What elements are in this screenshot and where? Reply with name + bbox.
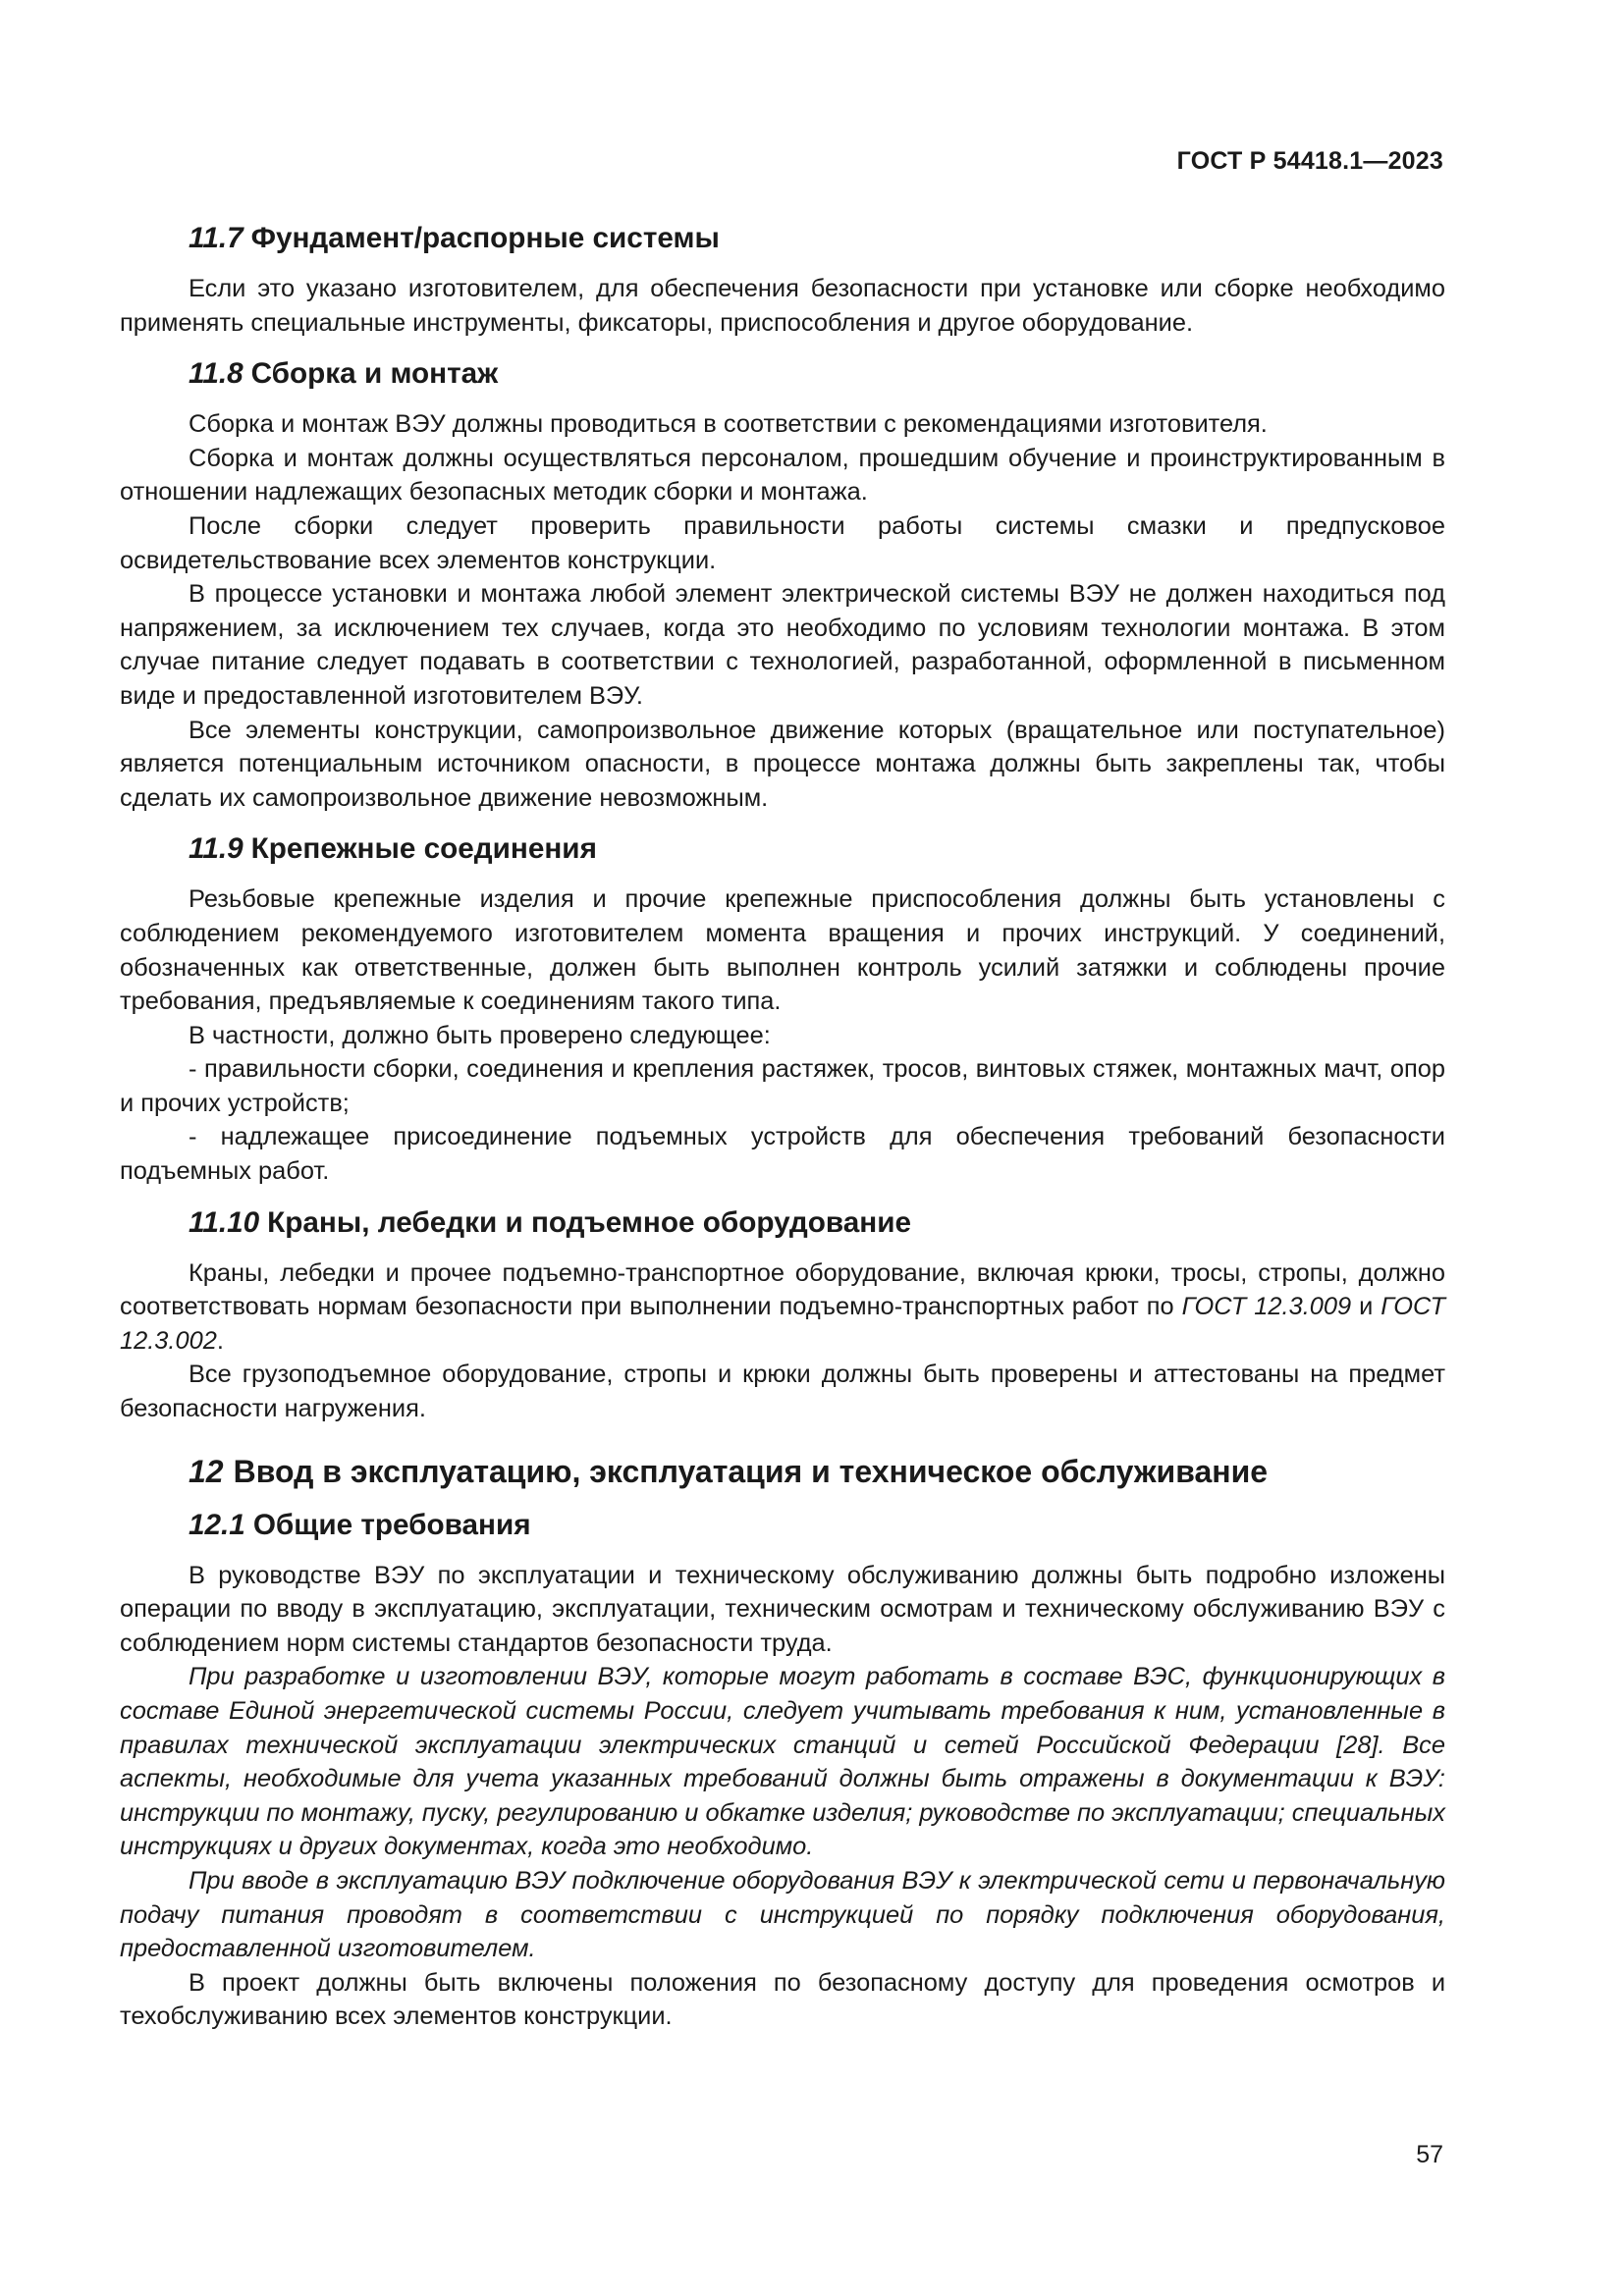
standard-code: ГОСТ Р 54418.1—2023 bbox=[1176, 147, 1443, 175]
section-title: Крепежные соединения bbox=[250, 832, 597, 866]
section-number: 11.9 bbox=[189, 832, 244, 866]
paragraph-text: Краны, лебедки и прочее подъемно-транспортное оборудование, включая крюки, тросы, стропы, должно соответствовать нормам безопасности при выполнении подъемно-транспортных работ по bbox=[120, 1258, 1445, 1321]
paragraph: В проект должны быть включены положения по безопасному доступу для проведения осмотров и техобслуживанию всех элементов конструкции. bbox=[120, 1968, 1445, 2031]
section-title: Фундамент/распорные системы bbox=[250, 222, 720, 254]
section-number: 11.10 bbox=[189, 1205, 260, 1239]
paragraph-text: . bbox=[216, 1326, 224, 1355]
section-number: 11.7 bbox=[189, 222, 244, 254]
section-heading-12-1 bbox=[120, 1509, 1445, 1542]
chapter-title: Ввод в эксплуатацию, эксплуатация и техническое обслуживание bbox=[233, 1453, 1269, 1489]
section-heading-11-10 bbox=[120, 1206, 1445, 1240]
section-number: 11.8 bbox=[189, 357, 244, 391]
chapter-number: 12 bbox=[189, 1453, 224, 1489]
section-heading-11-7 bbox=[120, 222, 1445, 255]
paragraph: В руководстве ВЭУ по эксплуатации и техническому обслуживанию должны быть подробно изложены операции по вводу в эксплуатацию, эксплуатации, техническим осмотрам и техническому обслуживанию ВЭУ с соблюдением норм системы стандартов безопасности труда. bbox=[120, 1561, 1445, 1657]
section-number: 12.1 bbox=[189, 1508, 245, 1541]
paragraph-italic: При разработке и изготовлении ВЭУ, которые могут работать в составе ВЭС, функционирующих в составе Единой энергетической системы России, следует учитывать требования к ним, установленные в правилах технической эксплуатации электрических станций и сетей Российской Федерации [28]. Все аспекты, необходимые для учета указанных требований должны быть отражены в документации к ВЭУ: инструкции по монтажу, пуску, регулированию и обкатке изделия; руководстве по эксплуатации; специальных инструкциях и других документах, когда это необходимо. bbox=[120, 1663, 1446, 1861]
list-item: - правильности сборки, соединения и крепления растяжек, тросов, винтовых стяжек, монтажных мачт, опор и прочих устройств; bbox=[120, 1055, 1445, 1117]
paragraph bbox=[120, 1256, 1445, 1359]
standard-reference: ГОСТ 12.3.009 bbox=[1181, 1293, 1352, 1321]
list-item: - надлежащее присоединение подъемных устройств для обеспечения требований безопасности подъемных работ. bbox=[120, 1123, 1445, 1186]
section-title: Общие требования bbox=[252, 1508, 531, 1541]
paragraph: Все грузоподъемное оборудование, стропы и крюки должны быть проверены и аттестованы на предмет безопасности нагружения. bbox=[120, 1361, 1445, 1423]
standard-reference: ГОСТ 12.3.002 bbox=[120, 1293, 1446, 1355]
page-number: 57 bbox=[1416, 2141, 1443, 2168]
section-heading-11-8 bbox=[120, 357, 1445, 391]
section-title: Краны, лебедки и подъемное оборудование bbox=[267, 1205, 912, 1239]
paragraph: Сборка и монтаж ВЭУ должны проводиться в соответствии с рекомендациями изготовителя. bbox=[189, 410, 1268, 439]
paragraph: Если это указано изготовителем, для обеспечения безопасности при установке или сборке необходимо применять специальные инструменты, фиксаторы, приспособления и другое оборудование. bbox=[120, 275, 1445, 337]
section-heading-11-9 bbox=[120, 832, 1445, 866]
chapter-heading-12 bbox=[120, 1452, 1445, 1491]
section-title: Сборка и монтаж bbox=[250, 357, 499, 391]
paragraph: После сборки следует проверить правильности работы системы смазки и предпусковое освидетельствование всех элементов конструкции. bbox=[120, 511, 1445, 574]
paragraph: Все элементы конструкции, самопроизвольное движение которых (вращательное или поступательное) является потенциальным источником опасности, в процессе монтажа должны быть закреплены так, чтобы сделать их самопроизвольное движение невозможным. bbox=[120, 716, 1445, 812]
paragraph: В частности, должно быть проверено следующее: bbox=[189, 1021, 771, 1049]
paragraph: Сборка и монтаж должны осуществляться персоналом, прошедшим обучение и проинструктированным в отношении надлежащих безопасных методик сборки и монтажа. bbox=[120, 444, 1445, 507]
paragraph: Резьбовые крепежные изделия и прочие крепежные приспособления должны быть установлены с соблюдением рекомендуемого изготовителем момента вращения и прочих инструкций. У соединений, обозначенных как ответственные, должен быть выполнен контроль усилий затяжки и соблюдены прочие требования, предъявляемые к соединениям такого типа. bbox=[120, 885, 1445, 1016]
paragraph: В процессе установки и монтажа любой элемент электрической системы ВЭУ не должен находиться под напряжением, за исключением тех случаев, когда это необходимо по условиям технологии монтажа. В этом случае питание следует подавать в соответствии с технологией, разработанной, оформленной в письменном виде и предоставленной изготовителем ВЭУ. bbox=[120, 580, 1445, 710]
page-content bbox=[120, 222, 1445, 2034]
paragraph-text: и bbox=[1351, 1293, 1381, 1321]
paragraph-italic: При вводе в эксплуатацию ВЭУ подключение оборудования ВЭУ к электрической сети и первоначальную подачу питания проводят в соответствии с инструкцией по порядку подключения оборудования, предоставленной изготовителем. bbox=[120, 1866, 1445, 1963]
